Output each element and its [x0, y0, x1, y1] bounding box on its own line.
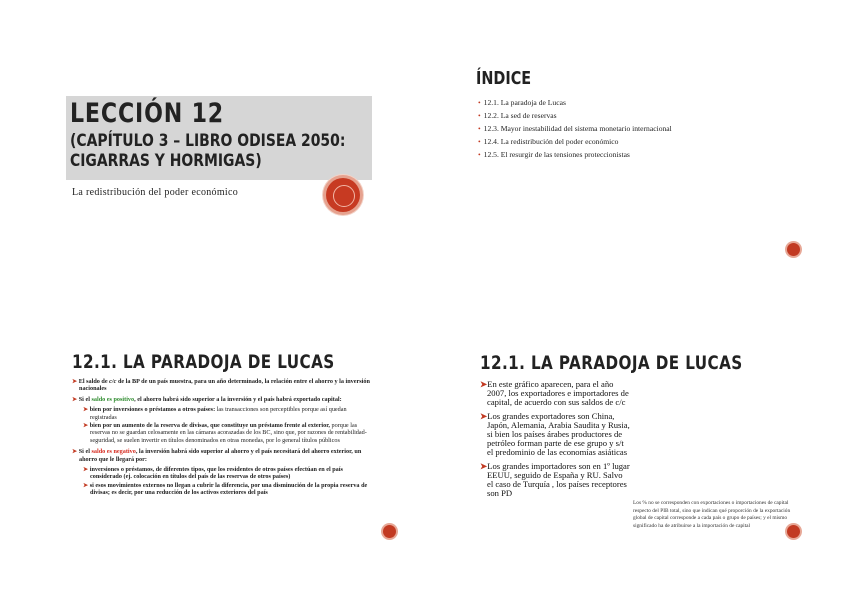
intro-paragraph: ➤ El saldo de c/c de la BP de un país muestra, para un año determinado, la relación entre el ahorro y la inversión nacionales	[72, 378, 370, 393]
decorative-dot-icon	[383, 525, 396, 538]
arrow-bullet-icon: ➤	[480, 411, 488, 421]
positive-balance-term: saldo es positivo	[91, 395, 135, 403]
arrow-bullet-icon: ➤	[72, 448, 78, 456]
negative-subitem: ➤ inversiones o préstamos, de diferentes tipos, que los residentes de otros países efectúan en el país considerado (ej. colocación en títulos del país de las reservas de otros países)	[83, 466, 343, 481]
arrow-bullet-icon: ➤	[83, 422, 89, 430]
index-item: • 12.5. El resurgir de las tensiones proteccionistas	[478, 148, 672, 161]
lesson-tagline: La redistribución del poder económico	[72, 187, 239, 198]
slide4-bullet: ➤Los grandes importadores son en 1º lugar EEUU, seguido de España y RU. Salvo el caso de Turquía , los países receptores son PD	[480, 461, 630, 498]
negative-balance-term: saldo es negativo	[91, 448, 136, 456]
slide4-body	[480, 380, 630, 503]
lesson-subtitle: (CAPÍTULO 3 – LIBRO ODISEA 2050: CIGARRAS Y HORMIGAS)	[70, 131, 346, 171]
positive-subitem: ➤ bien por un aumento de la reserva de divisas, que constituye un préstamo frente al exterior, porque las reservas no se guardan celosamente en las cámaras acorazadas de los BC, sino que, por razones de rentabilidad-seguridad, se suelen invertir en títulos denominados en otras monedas, por lo general títulos públicos	[83, 422, 367, 444]
arrow-bullet-icon: ➤	[480, 461, 488, 471]
arrow-bullet-icon: ➤	[72, 395, 78, 403]
slide4-footnote: Los % no se corresponden con exportaciones o importaciones de capital respecto del PIB total, sino que indican qué proporción de la exportación global de capital corresponde a cada país o grupo de países; y el mismo significado ha de atribuirse a la importación de capital	[633, 500, 791, 529]
slide3-body	[72, 378, 372, 498]
positive-balance-paragraph: ➤ Si el saldo es positivo, el ahorro habrá sido superior a la inversión y el país habrá exportado capital:	[72, 395, 342, 403]
arrow-bullet-icon: ➤	[83, 481, 89, 489]
lesson-title: LECCIÓN 12	[70, 98, 225, 129]
slide4-bullet: ➤Los grandes exportadores son China, Japón, Alemania, Arabia Saudita y Rusia, si bien los países árabes productores de petróleo forman parte de ese grupo y s/t el predominio de las economías asiáticas	[480, 411, 630, 457]
index-item: • 12.2. La sed de reservas	[478, 109, 672, 122]
arrow-bullet-icon: ➤	[72, 378, 78, 385]
decorative-circle-icon	[326, 178, 360, 212]
negative-subitem: ➤ si esos movimientos externos no llegan a cubrir la diferencia, por una disminución de la propia reserva de divisas; es decir, por una reducción de los activos exteriores del país	[83, 481, 368, 497]
negative-balance-paragraph: ➤ Si el saldo es negativo, la inversión habrá sido superior al ahorro y el país necesitará del ahorro exterior, un ahorro que le llegará por:	[72, 448, 362, 463]
index-item: • 12.3. Mayor inestabilidad del sistema monetario internacional	[478, 122, 672, 135]
index-title: ÍNDICE	[476, 68, 532, 89]
arrow-bullet-icon: ➤	[83, 466, 89, 474]
positive-subitem: ➤ bien por inversiones o préstamos a otros países: las transacciones son perceptibles porque así quedan registradas	[83, 406, 347, 421]
arrow-bullet-icon: ➤	[83, 406, 89, 414]
slide4-heading: 12.1. LA PARADOJA DE LUCAS	[480, 352, 743, 374]
index-item: • 12.4. La redistribución del poder económico	[478, 135, 672, 148]
arrow-bullet-icon: ➤	[480, 379, 488, 389]
index-list	[478, 96, 672, 161]
slide3-heading: 12.1. LA PARADOJA DE LUCAS	[72, 351, 335, 373]
slide4-bullet: ➤En este gráfico aparecen, para el año 2007, los exportadores e importadores de capital, de acuerdo con sus saldos de c/c	[480, 379, 629, 407]
decorative-dot-icon	[787, 243, 800, 256]
index-item: • 12.1. La paradoja de Lucas	[478, 96, 672, 109]
decorative-dot-icon	[787, 525, 800, 538]
